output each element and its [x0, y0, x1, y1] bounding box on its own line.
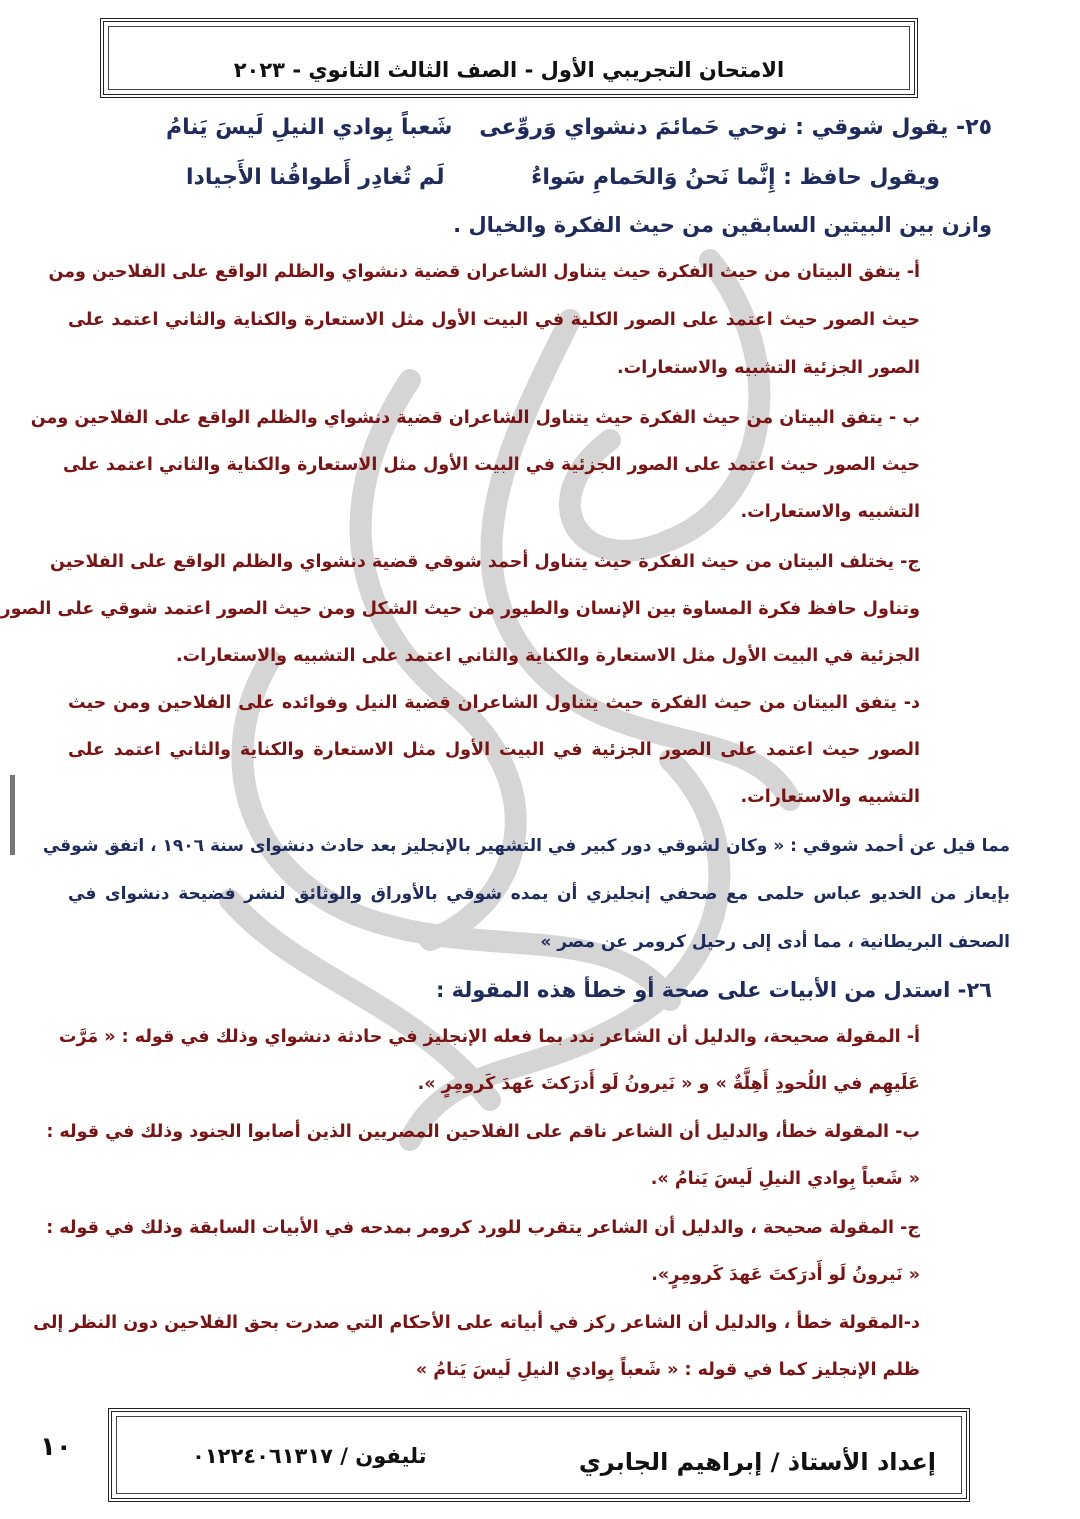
- q26-prompt: ٢٦- استدل من الأبيات على صحة أو خطأ هذه المقولة :: [435, 978, 992, 1002]
- q26-option-b-line2: « شَعباً بِوادي النيلِ لَيسَ يَنامُ ».: [650, 1169, 920, 1189]
- option-c-line1: ج- يختلف البيتان من حيث الفكرة حيث يتناول أحمد شوقي قضية دنشواي والظلم الواقع على الفلاحين: [50, 552, 920, 572]
- page-number: ١٠: [40, 1432, 72, 1462]
- option-d-line2: الصور حيث اعتمد على الصور الجزئية في البيت الأول مثل الاستعارة والكناية والثاني اعتمد على: [68, 740, 920, 760]
- q26-option-c-line2: « نَيرونُ لَو أَدرَكتَ عَهدَ كَرومِرٍ».: [651, 1265, 920, 1285]
- option-d-line3: التشبيه والاستعارات.: [740, 787, 920, 807]
- option-c-line2: وتناول حافظ فكرة المساوة بين الإنسان والطيور من حيث الشكل ومن حيث الصور اعتمد شوقي على الصور: [0, 599, 920, 619]
- option-a-line3: الصور الجزئية التشبيه والاستعارات.: [617, 358, 920, 378]
- q26-option-d-line1: د-المقولة خطأ ، والدليل أن الشاعر ركز في أبياته على الأحكام التي صدرت بحق الفلاحين دون النظر إلى: [33, 1313, 920, 1333]
- q25-line1-left: شَعباً بِوادي النيلِ لَيسَ يَنامُ: [166, 115, 453, 140]
- header-frame: [100, 18, 918, 98]
- margin-mark: [10, 775, 15, 855]
- q26-option-a-line2: عَلَيهِم في اللُحودِ أَهِلَّةٌ » و « نَيرونُ لَو أَدرَكتَ عَهدَ كَرومِرٍ ».: [417, 1074, 920, 1094]
- phone-number: تليفون / ٠١٢٢٤٠٦١٣١٧: [192, 1444, 427, 1468]
- option-b-line3: التشبيه والاستعارات.: [740, 502, 920, 522]
- q26-option-a-line1: أ- المقولة صحيحة، والدليل أن الشاعر ندد بما فعله الإنجليز في حادثة دنشواي وذلك في قوله : « مَرَّت: [58, 1027, 920, 1047]
- page-title: الامتحان التجريبي الأول - الصف الثالث الثانوي - ٢٠٢٣: [233, 58, 785, 82]
- option-d-line1: د- يتفق البيتان من حيث الفكرة حيث يتناول الشاعران قضية النيل وفوائده على الفلاحين ومن حيث: [68, 693, 920, 713]
- watermark-graphic: [150, 240, 910, 1190]
- option-b-line1: ب - يتفق البيتان من حيث الفكرة حيث يتناول الشاعران قضية دنشواي والظلم الواقع على الفلاحين ومن: [30, 408, 920, 428]
- footer-frame: [108, 1408, 970, 1502]
- option-b-line2: حيث الصور حيث اعتمد على الصور الجزئية في البيت الأول مثل الاستعارة والكناية والثاني اعتمد على: [63, 455, 920, 475]
- q26-option-c-line1: ج- المقولة صحيحة ، والدليل أن الشاعر يتقرب للورد كرومر بمدحه في الأبيات السابقة وذلك في قوله :: [46, 1218, 920, 1238]
- option-a-line1: أ- يتفق البيتان من حيث الفكرة حيث يتناول الشاعران قضية دنشواي والظلم الواقع على الفلاحين ومن: [48, 262, 920, 282]
- option-a-line2: حيث الصور حيث اعتمد على الصور الكلية في البيت الأول مثل الاستعارة والكناية والثاني اعتمد على: [68, 310, 920, 330]
- quote-line3: الصحف البريطانية ، مما أدى إلى رحيل كرومر عن مصر »: [540, 932, 1010, 952]
- q25-prompt: وازن بين البيتين السابقين من حيث الفكرة والخيال .: [453, 213, 992, 237]
- q25-line2-left: لَم تُغادِر أَطواقُنا الأَجيادا: [186, 165, 445, 190]
- option-c-line3: الجزئية في البيت الأول مثل الاستعارة والكناية والثاني اعتمد على التشبيه والاستعارات.: [175, 646, 920, 666]
- quote-line1: مما قيل عن أحمد شوقي : « وكان لشوقي دور كبير في التشهير بالإنجليز بعد حادث دنشواى سنة ١٩٠٦ ، اتفق شوقي: [42, 836, 1010, 856]
- q25-line1-right: ٢٥- يقول شوقي : نوحي حَمائمَ دنشواي وَروِّعى: [479, 115, 992, 140]
- q26-option-b-line1: ب- المقولة خطأ، والدليل أن الشاعر ناقم على الفلاحين المصريين الذين أصابوا الجنود وذلك في قوله :: [46, 1122, 920, 1142]
- q25-line2-right: ويقول حافظ : إِنَّما نَحنُ وَالحَمامِ سَواءُ: [531, 165, 940, 190]
- q26-option-d-line2: ظلم الإنجليز كما في قوله : « شَعباً بِوادي النيلِ لَيسَ يَنامُ »: [415, 1360, 920, 1380]
- quote-line2: بإيعاز من الخديو عباس حلمى مع صحفي إنجليزي أن يمده شوقي بالأوراق والوثائق لنشر فضيحة دنشواى في: [68, 884, 1010, 904]
- author-credit: إعداد الأستاذ / إبراهيم الجابري: [578, 1448, 936, 1476]
